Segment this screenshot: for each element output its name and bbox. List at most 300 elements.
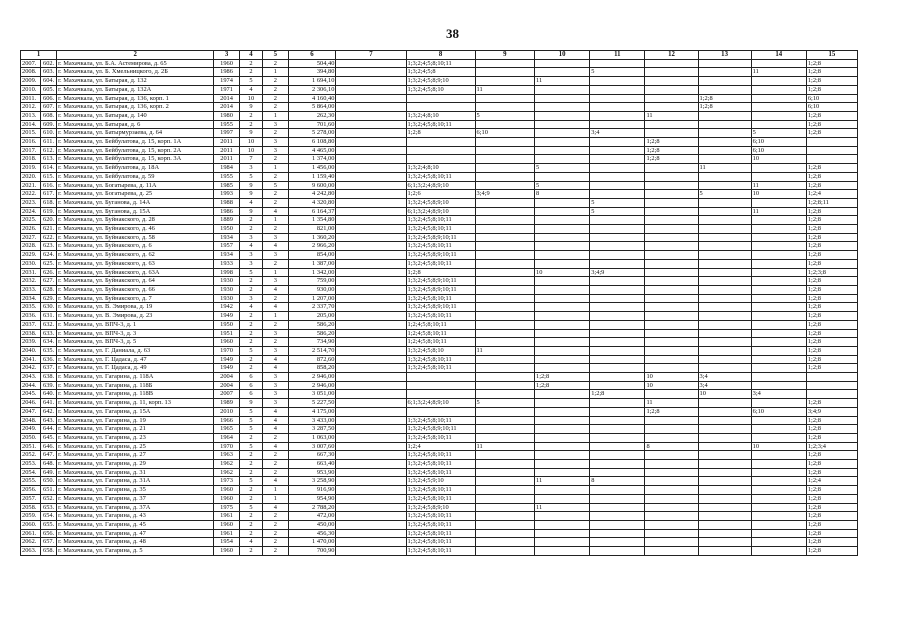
table-body bbox=[21, 59, 858, 555]
floors-cell: 5 bbox=[239, 503, 262, 512]
col-11-cell bbox=[590, 155, 645, 164]
entrances-cell: 2 bbox=[263, 529, 288, 538]
col-11-cell bbox=[590, 451, 645, 460]
object-number-cell: 639. bbox=[41, 381, 57, 390]
col-13-cell bbox=[698, 216, 751, 225]
col-9-cell bbox=[475, 477, 534, 486]
col-13-cell bbox=[698, 503, 751, 512]
col-12-cell bbox=[645, 390, 698, 399]
area-cell: 1 063,00 bbox=[288, 433, 336, 442]
floors-cell: 6 bbox=[239, 381, 262, 390]
col-13-cell bbox=[698, 433, 751, 442]
year-cell: 1960 bbox=[214, 59, 239, 68]
floors-cell: 9 bbox=[239, 129, 262, 138]
row-index-cell: 2058. bbox=[21, 503, 41, 512]
col-9-cell bbox=[475, 520, 534, 529]
col-12-cell bbox=[645, 346, 698, 355]
col-8-cell: 1;3;2;4;5;8;9;10;11 bbox=[406, 233, 475, 242]
column-header: 15 bbox=[806, 51, 857, 60]
row-index-cell: 2038. bbox=[21, 329, 41, 338]
entrances-cell: 2 bbox=[263, 538, 288, 547]
entrances-cell: 1 bbox=[263, 164, 288, 173]
col-11-cell bbox=[590, 320, 645, 329]
col-12-cell bbox=[645, 68, 698, 77]
column-header: 2 bbox=[57, 51, 214, 60]
col-11-cell bbox=[590, 503, 645, 512]
floors-cell: 5 bbox=[239, 416, 262, 425]
col-13-cell bbox=[698, 529, 751, 538]
col-10-cell: 1;2;8 bbox=[535, 381, 590, 390]
year-cell: 1998 bbox=[214, 268, 239, 277]
row-index-cell: 2053. bbox=[21, 460, 41, 469]
col-14-cell bbox=[751, 320, 806, 329]
table-row bbox=[21, 407, 858, 416]
col-12-cell bbox=[645, 164, 698, 173]
col-12-cell bbox=[645, 225, 698, 234]
floors-cell: 9 bbox=[239, 399, 262, 408]
col-10-cell bbox=[535, 468, 590, 477]
col-12-cell bbox=[645, 520, 698, 529]
col-11-cell bbox=[590, 225, 645, 234]
address-cell: г. Махачкала, ул. Батырая, д. 140 bbox=[57, 111, 214, 120]
col-7-cell bbox=[336, 468, 406, 477]
col-14-cell bbox=[751, 329, 806, 338]
entrances-cell: 2 bbox=[263, 59, 288, 68]
row-index-cell: 2050. bbox=[21, 433, 41, 442]
address-cell: г. Махачкала, ул. Бейбулатова, д. 59 bbox=[57, 172, 214, 181]
col-10-cell bbox=[535, 460, 590, 469]
col-12-cell bbox=[645, 364, 698, 373]
object-number-cell: 611. bbox=[41, 138, 57, 147]
col-13-cell bbox=[698, 312, 751, 321]
col-10-cell: 5 bbox=[535, 164, 590, 173]
col-7-cell bbox=[336, 233, 406, 242]
floors-cell: 7 bbox=[239, 155, 262, 164]
col-9-cell: 11 bbox=[475, 346, 534, 355]
column-header: 8 bbox=[406, 51, 475, 60]
entrances-cell: 4 bbox=[263, 416, 288, 425]
col-11-cell bbox=[590, 486, 645, 495]
row-index-cell: 2057. bbox=[21, 494, 41, 503]
col-7-cell bbox=[336, 242, 406, 251]
address-cell: г. Махачкала, ул. Гагарина, д. 15А bbox=[57, 407, 214, 416]
col-13-cell bbox=[698, 85, 751, 94]
col-9-cell bbox=[475, 172, 534, 181]
entrances-cell: 4 bbox=[263, 425, 288, 434]
col-10-cell bbox=[535, 520, 590, 529]
col-8-cell: 1;3;2;4;5;8 bbox=[406, 68, 475, 77]
table-row bbox=[21, 494, 858, 503]
address-cell: г. Махачкала, ул. ВПЧ-3, д. 1 bbox=[57, 320, 214, 329]
area-cell: 854,00 bbox=[288, 251, 336, 260]
col-7-cell bbox=[336, 547, 406, 556]
col-15-cell: 1;2;8 bbox=[806, 538, 857, 547]
address-cell: г. Махачкала, ул. Гагарина, д. 31А bbox=[57, 477, 214, 486]
column-header: 12 bbox=[645, 51, 698, 60]
address-cell: г. Махачкала, ул. Буйнакского, д. 66 bbox=[57, 285, 214, 294]
col-15-cell: 1;2;8 bbox=[806, 547, 857, 556]
col-8-cell: 1;3;2;4;5;8;10;11 bbox=[406, 59, 475, 68]
col-13-cell bbox=[698, 181, 751, 190]
year-cell: 1930 bbox=[214, 294, 239, 303]
object-number-cell: 610. bbox=[41, 129, 57, 138]
col-15-cell: 1;2;8 bbox=[806, 164, 857, 173]
year-cell: 1934 bbox=[214, 251, 239, 260]
col-7-cell bbox=[336, 77, 406, 86]
col-10-cell: 1;2;8 bbox=[535, 373, 590, 382]
row-index-cell: 2007. bbox=[21, 59, 41, 68]
col-7-cell bbox=[336, 303, 406, 312]
address-cell: г. Махачкала, ул. Буйнакского, д. 6 bbox=[57, 242, 214, 251]
floors-cell: 2 bbox=[239, 68, 262, 77]
col-15-cell bbox=[806, 146, 857, 155]
year-cell: 2011 bbox=[214, 155, 239, 164]
year-cell: 2004 bbox=[214, 373, 239, 382]
object-number-cell: 652. bbox=[41, 494, 57, 503]
address-cell: г. Махачкала, ул. Гагарина, д. 118Б bbox=[57, 381, 214, 390]
col-11-cell bbox=[590, 59, 645, 68]
object-number-cell: 635. bbox=[41, 346, 57, 355]
col-10-cell bbox=[535, 425, 590, 434]
address-cell: г. Махачкала, ул. Буйнакского, д. 62 bbox=[57, 251, 214, 260]
col-10-cell bbox=[535, 242, 590, 251]
year-cell: 1933 bbox=[214, 259, 239, 268]
col-15-cell: 1;2;8 bbox=[806, 259, 857, 268]
col-12-cell bbox=[645, 277, 698, 286]
col-15-cell: 1;2;8 bbox=[806, 346, 857, 355]
address-cell: г. Махачкала, ул. Гагарина, д. 25 bbox=[57, 442, 214, 451]
object-number-cell: 615. bbox=[41, 172, 57, 181]
col-11-cell bbox=[590, 216, 645, 225]
table-row bbox=[21, 94, 858, 103]
col-11-cell bbox=[590, 425, 645, 434]
year-cell: 1965 bbox=[214, 425, 239, 434]
area-cell: 2 946,00 bbox=[288, 373, 336, 382]
col-8-cell: 1;3;2;4;5;8;9;10;11 bbox=[406, 251, 475, 260]
address-cell: г. Махачкала, ул. Г. Цадаса, д. 49 bbox=[57, 364, 214, 373]
address-cell: г. Махачкала, ул. Батырая, д. 136, корп. 1 bbox=[57, 94, 214, 103]
col-7-cell bbox=[336, 164, 406, 173]
col-11-cell bbox=[590, 285, 645, 294]
col-7-cell bbox=[336, 390, 406, 399]
col-10-cell bbox=[535, 451, 590, 460]
col-15-cell: 1;2;8 bbox=[806, 486, 857, 495]
row-index-cell: 2021. bbox=[21, 181, 41, 190]
year-cell: 1960 bbox=[214, 494, 239, 503]
col-14-cell bbox=[751, 85, 806, 94]
area-cell: 1 354,80 bbox=[288, 216, 336, 225]
area-cell: 2 966,20 bbox=[288, 242, 336, 251]
object-number-cell: 613. bbox=[41, 155, 57, 164]
col-12-cell bbox=[645, 320, 698, 329]
col-10-cell bbox=[535, 407, 590, 416]
table-row bbox=[21, 164, 858, 173]
floors-cell: 2 bbox=[239, 329, 262, 338]
row-index-cell: 2043. bbox=[21, 373, 41, 382]
area-cell: 3 051,00 bbox=[288, 390, 336, 399]
floors-cell: 5 bbox=[239, 268, 262, 277]
col-14-cell: 6;10 bbox=[751, 146, 806, 155]
address-cell: г. Махачкала, ул. Гагарина, д. 118А bbox=[57, 373, 214, 382]
col-14-cell bbox=[751, 373, 806, 382]
col-14-cell: 10 bbox=[751, 155, 806, 164]
col-15-cell: 1;2;8 bbox=[806, 111, 857, 120]
table-row bbox=[21, 120, 858, 129]
floors-cell: 2 bbox=[239, 468, 262, 477]
col-11-cell bbox=[590, 120, 645, 129]
address-cell: г. Махачкала, ул. Гагарина, д. 48 bbox=[57, 538, 214, 547]
area-cell: 586,20 bbox=[288, 320, 336, 329]
row-index-cell: 2025. bbox=[21, 216, 41, 225]
table-row bbox=[21, 529, 858, 538]
col-14-cell bbox=[751, 285, 806, 294]
col-12-cell bbox=[645, 512, 698, 521]
year-cell: 2014 bbox=[214, 94, 239, 103]
col-7-cell bbox=[336, 172, 406, 181]
col-7-cell bbox=[336, 364, 406, 373]
col-11-cell: 1;2;8 bbox=[590, 390, 645, 399]
entrances-cell: 2 bbox=[263, 129, 288, 138]
col-11-cell bbox=[590, 460, 645, 469]
col-10-cell bbox=[535, 547, 590, 556]
col-10-cell: 10 bbox=[535, 268, 590, 277]
row-index-cell: 2020. bbox=[21, 172, 41, 181]
year-cell: 1974 bbox=[214, 77, 239, 86]
col-14-cell bbox=[751, 512, 806, 521]
col-8-cell: 1;3;2;4;5;8;10;11 bbox=[406, 460, 475, 469]
floors-cell: 9 bbox=[239, 207, 262, 216]
col-13-cell: 1;2;8 bbox=[698, 94, 751, 103]
col-11-cell bbox=[590, 294, 645, 303]
col-14-cell bbox=[751, 338, 806, 347]
col-14-cell bbox=[751, 164, 806, 173]
area-cell: 2 337,70 bbox=[288, 303, 336, 312]
floors-cell: 2 bbox=[239, 320, 262, 329]
table-row bbox=[21, 355, 858, 364]
entrances-cell: 1 bbox=[263, 111, 288, 120]
floors-cell: 4 bbox=[239, 85, 262, 94]
col-10-cell: 11 bbox=[535, 477, 590, 486]
col-12-cell: 10 bbox=[645, 381, 698, 390]
col-10-cell bbox=[535, 85, 590, 94]
col-15-cell: 1;2;8 bbox=[806, 233, 857, 242]
table-row bbox=[21, 364, 858, 373]
row-index-cell: 2016. bbox=[21, 138, 41, 147]
address-cell: г. Махачкала, ул. В. Эмирова, д. 23 bbox=[57, 312, 214, 321]
area-cell: 1 159,40 bbox=[288, 172, 336, 181]
col-15-cell: 1;2;8 bbox=[806, 285, 857, 294]
year-cell: 1980 bbox=[214, 111, 239, 120]
col-10-cell bbox=[535, 355, 590, 364]
table-row bbox=[21, 373, 858, 382]
col-14-cell bbox=[751, 225, 806, 234]
area-cell: 667,30 bbox=[288, 451, 336, 460]
col-13-cell bbox=[698, 207, 751, 216]
entrances-cell: 4 bbox=[263, 477, 288, 486]
object-number-cell: 632. bbox=[41, 320, 57, 329]
row-index-cell: 2048. bbox=[21, 416, 41, 425]
col-9-cell bbox=[475, 425, 534, 434]
area-cell: 6 164,37 bbox=[288, 207, 336, 216]
address-cell: г. Махачкала, ул. Бейбулатова, д. 15, корп. 1А bbox=[57, 138, 214, 147]
year-cell: 1955 bbox=[214, 172, 239, 181]
col-12-cell bbox=[645, 129, 698, 138]
col-7-cell bbox=[336, 94, 406, 103]
col-13-cell bbox=[698, 277, 751, 286]
area-cell: 663,40 bbox=[288, 460, 336, 469]
year-cell: 1975 bbox=[214, 503, 239, 512]
table-row bbox=[21, 346, 858, 355]
row-index-cell: 2044. bbox=[21, 381, 41, 390]
col-10-cell bbox=[535, 320, 590, 329]
row-index-cell: 2030. bbox=[21, 259, 41, 268]
year-cell: 2011 bbox=[214, 138, 239, 147]
floors-cell: 2 bbox=[239, 111, 262, 120]
col-8-cell: 1;3;2;4;5;8;10;11 bbox=[406, 494, 475, 503]
col-14-cell: 6;10 bbox=[751, 407, 806, 416]
col-7-cell bbox=[336, 268, 406, 277]
floors-cell: 5 bbox=[239, 77, 262, 86]
year-cell: 1989 bbox=[214, 399, 239, 408]
object-number-cell: 608. bbox=[41, 111, 57, 120]
col-9-cell bbox=[475, 94, 534, 103]
row-index-cell: 2059. bbox=[21, 512, 41, 521]
col-14-cell: 11 bbox=[751, 207, 806, 216]
area-cell: 700,90 bbox=[288, 547, 336, 556]
col-11-cell bbox=[590, 338, 645, 347]
col-8-cell: 1;3;2;4;5;8;10;11 bbox=[406, 538, 475, 547]
col-10-cell bbox=[535, 138, 590, 147]
col-14-cell bbox=[751, 111, 806, 120]
floors-cell: 3 bbox=[239, 233, 262, 242]
address-cell: г. Махачкала, ул. Г. Даниала, д. 63 bbox=[57, 346, 214, 355]
area-cell: 5 278,00 bbox=[288, 129, 336, 138]
object-number-cell: 640. bbox=[41, 390, 57, 399]
col-11-cell: 8 bbox=[590, 477, 645, 486]
col-8-cell bbox=[406, 407, 475, 416]
object-number-cell: 606. bbox=[41, 94, 57, 103]
col-10-cell bbox=[535, 364, 590, 373]
entrances-cell: 2 bbox=[263, 225, 288, 234]
col-12-cell: 11 bbox=[645, 399, 698, 408]
table-row bbox=[21, 381, 858, 390]
col-14-cell bbox=[751, 399, 806, 408]
col-12-cell bbox=[645, 503, 698, 512]
col-13-cell bbox=[698, 59, 751, 68]
area-cell: 394,80 bbox=[288, 68, 336, 77]
col-11-cell: 3;4 bbox=[590, 129, 645, 138]
col-7-cell bbox=[336, 494, 406, 503]
col-8-cell: 1;3;2;4;5;8;10;11 bbox=[406, 355, 475, 364]
year-cell: 1961 bbox=[214, 529, 239, 538]
entrances-cell: 3 bbox=[263, 399, 288, 408]
object-number-cell: 647. bbox=[41, 451, 57, 460]
col-14-cell bbox=[751, 251, 806, 260]
col-10-cell bbox=[535, 207, 590, 216]
col-7-cell bbox=[336, 198, 406, 207]
area-cell: 1 470,00 bbox=[288, 538, 336, 547]
col-11-cell bbox=[590, 381, 645, 390]
col-7-cell bbox=[336, 129, 406, 138]
col-14-cell bbox=[751, 172, 806, 181]
col-11-cell bbox=[590, 172, 645, 181]
col-13-cell bbox=[698, 477, 751, 486]
row-index-cell: 2017. bbox=[21, 146, 41, 155]
address-cell: г. Махачкала, ул. Батырмурзаева, д. 64 bbox=[57, 129, 214, 138]
col-10-cell bbox=[535, 129, 590, 138]
col-8-cell bbox=[406, 138, 475, 147]
year-cell: 1962 bbox=[214, 460, 239, 469]
col-15-cell: 1;2;8 bbox=[806, 460, 857, 469]
col-8-cell: 1;3;2;4;5;8;10;11 bbox=[406, 529, 475, 538]
table-row bbox=[21, 138, 858, 147]
table-row bbox=[21, 486, 858, 495]
area-cell: 456,30 bbox=[288, 529, 336, 538]
col-14-cell bbox=[751, 433, 806, 442]
floors-cell: 10 bbox=[239, 94, 262, 103]
col-15-cell: 1;2;8 bbox=[806, 468, 857, 477]
year-cell: 2010 bbox=[214, 407, 239, 416]
floors-cell: 2 bbox=[239, 512, 262, 521]
col-12-cell bbox=[645, 416, 698, 425]
table-row bbox=[21, 111, 858, 120]
table-row bbox=[21, 294, 858, 303]
year-cell: 1986 bbox=[214, 207, 239, 216]
col-7-cell bbox=[336, 285, 406, 294]
col-8-cell: 1;2;8 bbox=[406, 129, 475, 138]
col-7-cell bbox=[336, 111, 406, 120]
col-9-cell bbox=[475, 207, 534, 216]
object-number-cell: 642. bbox=[41, 407, 57, 416]
col-9-cell bbox=[475, 225, 534, 234]
address-cell: г. Махачкала, ул. Бейбулатова, д. 18А bbox=[57, 164, 214, 173]
col-9-cell bbox=[475, 538, 534, 547]
object-number-cell: 654. bbox=[41, 512, 57, 521]
col-14-cell: 11 bbox=[751, 181, 806, 190]
col-15-cell: 6;10 bbox=[806, 103, 857, 112]
col-7-cell bbox=[336, 538, 406, 547]
col-9-cell bbox=[475, 259, 534, 268]
floors-cell: 2 bbox=[239, 277, 262, 286]
entrances-cell: 2 bbox=[263, 451, 288, 460]
row-index-cell: 2027. bbox=[21, 233, 41, 242]
col-10-cell bbox=[535, 59, 590, 68]
table-row bbox=[21, 216, 858, 225]
floors-cell: 5 bbox=[239, 172, 262, 181]
column-header: 6 bbox=[288, 51, 336, 60]
col-13-cell bbox=[698, 155, 751, 164]
address-cell: г. Махачкала, ул. Буйнакского, д. 28 bbox=[57, 216, 214, 225]
col-10-cell: 11 bbox=[535, 77, 590, 86]
col-14-cell bbox=[751, 364, 806, 373]
address-cell: г. Махачкала, ул. Батырая, д. 6 bbox=[57, 120, 214, 129]
row-index-cell: 2013. bbox=[21, 111, 41, 120]
floors-cell: 2 bbox=[239, 225, 262, 234]
address-cell: г. Махачкала, ул. В. Эмирова, д. 19 bbox=[57, 303, 214, 312]
col-9-cell bbox=[475, 103, 534, 112]
object-number-cell: 633. bbox=[41, 329, 57, 338]
entrances-cell: 2 bbox=[263, 198, 288, 207]
object-number-cell: 649. bbox=[41, 468, 57, 477]
col-9-cell: 5 bbox=[475, 111, 534, 120]
row-index-cell: 2041. bbox=[21, 355, 41, 364]
col-9-cell bbox=[475, 364, 534, 373]
col-9-cell bbox=[475, 146, 534, 155]
col-8-cell: 1;3;2;4;5;8;10;11 bbox=[406, 512, 475, 521]
col-8-cell: 1;3;2;4;8;10 bbox=[406, 164, 475, 173]
col-8-cell: 1;2;4;5;8;10;11 bbox=[406, 338, 475, 347]
table-row bbox=[21, 285, 858, 294]
